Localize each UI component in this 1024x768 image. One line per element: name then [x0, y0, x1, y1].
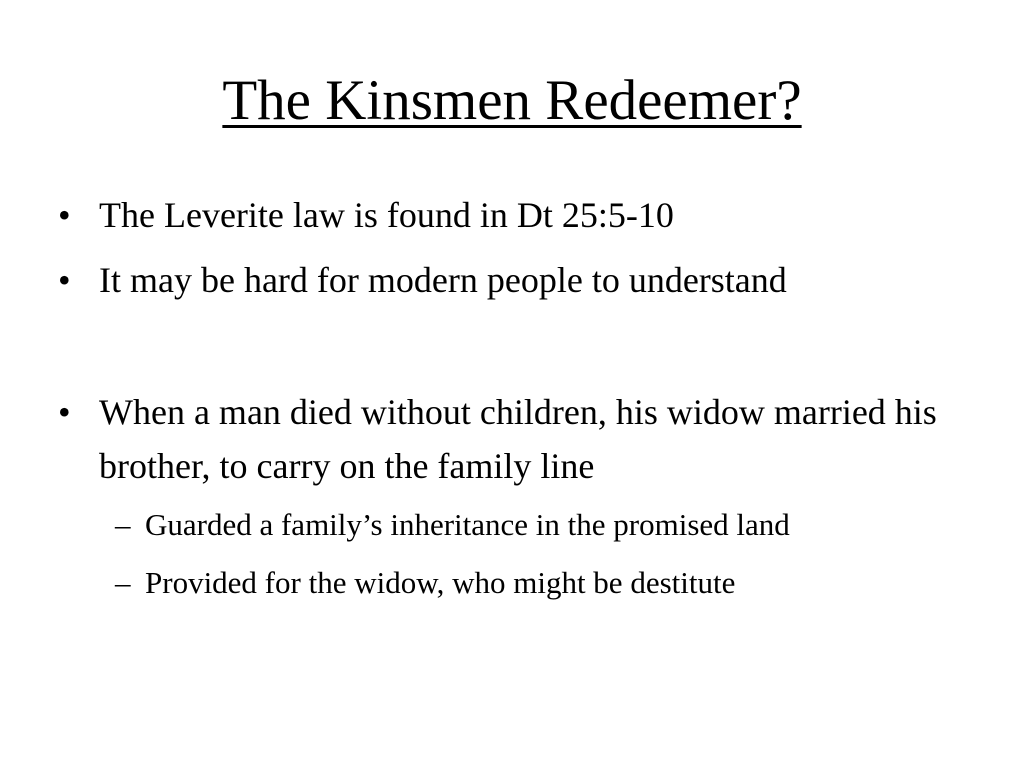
bullet-marker: •: [58, 260, 71, 300]
bullet-marker: •: [58, 195, 71, 235]
slide-title: The Kinsmen Redeemer?: [222, 69, 802, 132]
bullet-text: When a man died without children, his widow married his brother, to carry on the family line: [99, 392, 937, 486]
sub-bullet-marker: –: [115, 565, 131, 600]
sub-bullet-marker: –: [115, 507, 131, 542]
bullet-text: The Leverite law is found in Dt 25:5-10: [99, 195, 674, 235]
bullet-text: It may be hard for modern people to understand: [99, 260, 787, 300]
sub-bullet-text: Guarded a family’s inheritance in the promised land: [145, 507, 790, 542]
bullet-marker: •: [58, 392, 71, 432]
sub-bullet-text: Provided for the widow, who might be destitute: [145, 565, 736, 600]
